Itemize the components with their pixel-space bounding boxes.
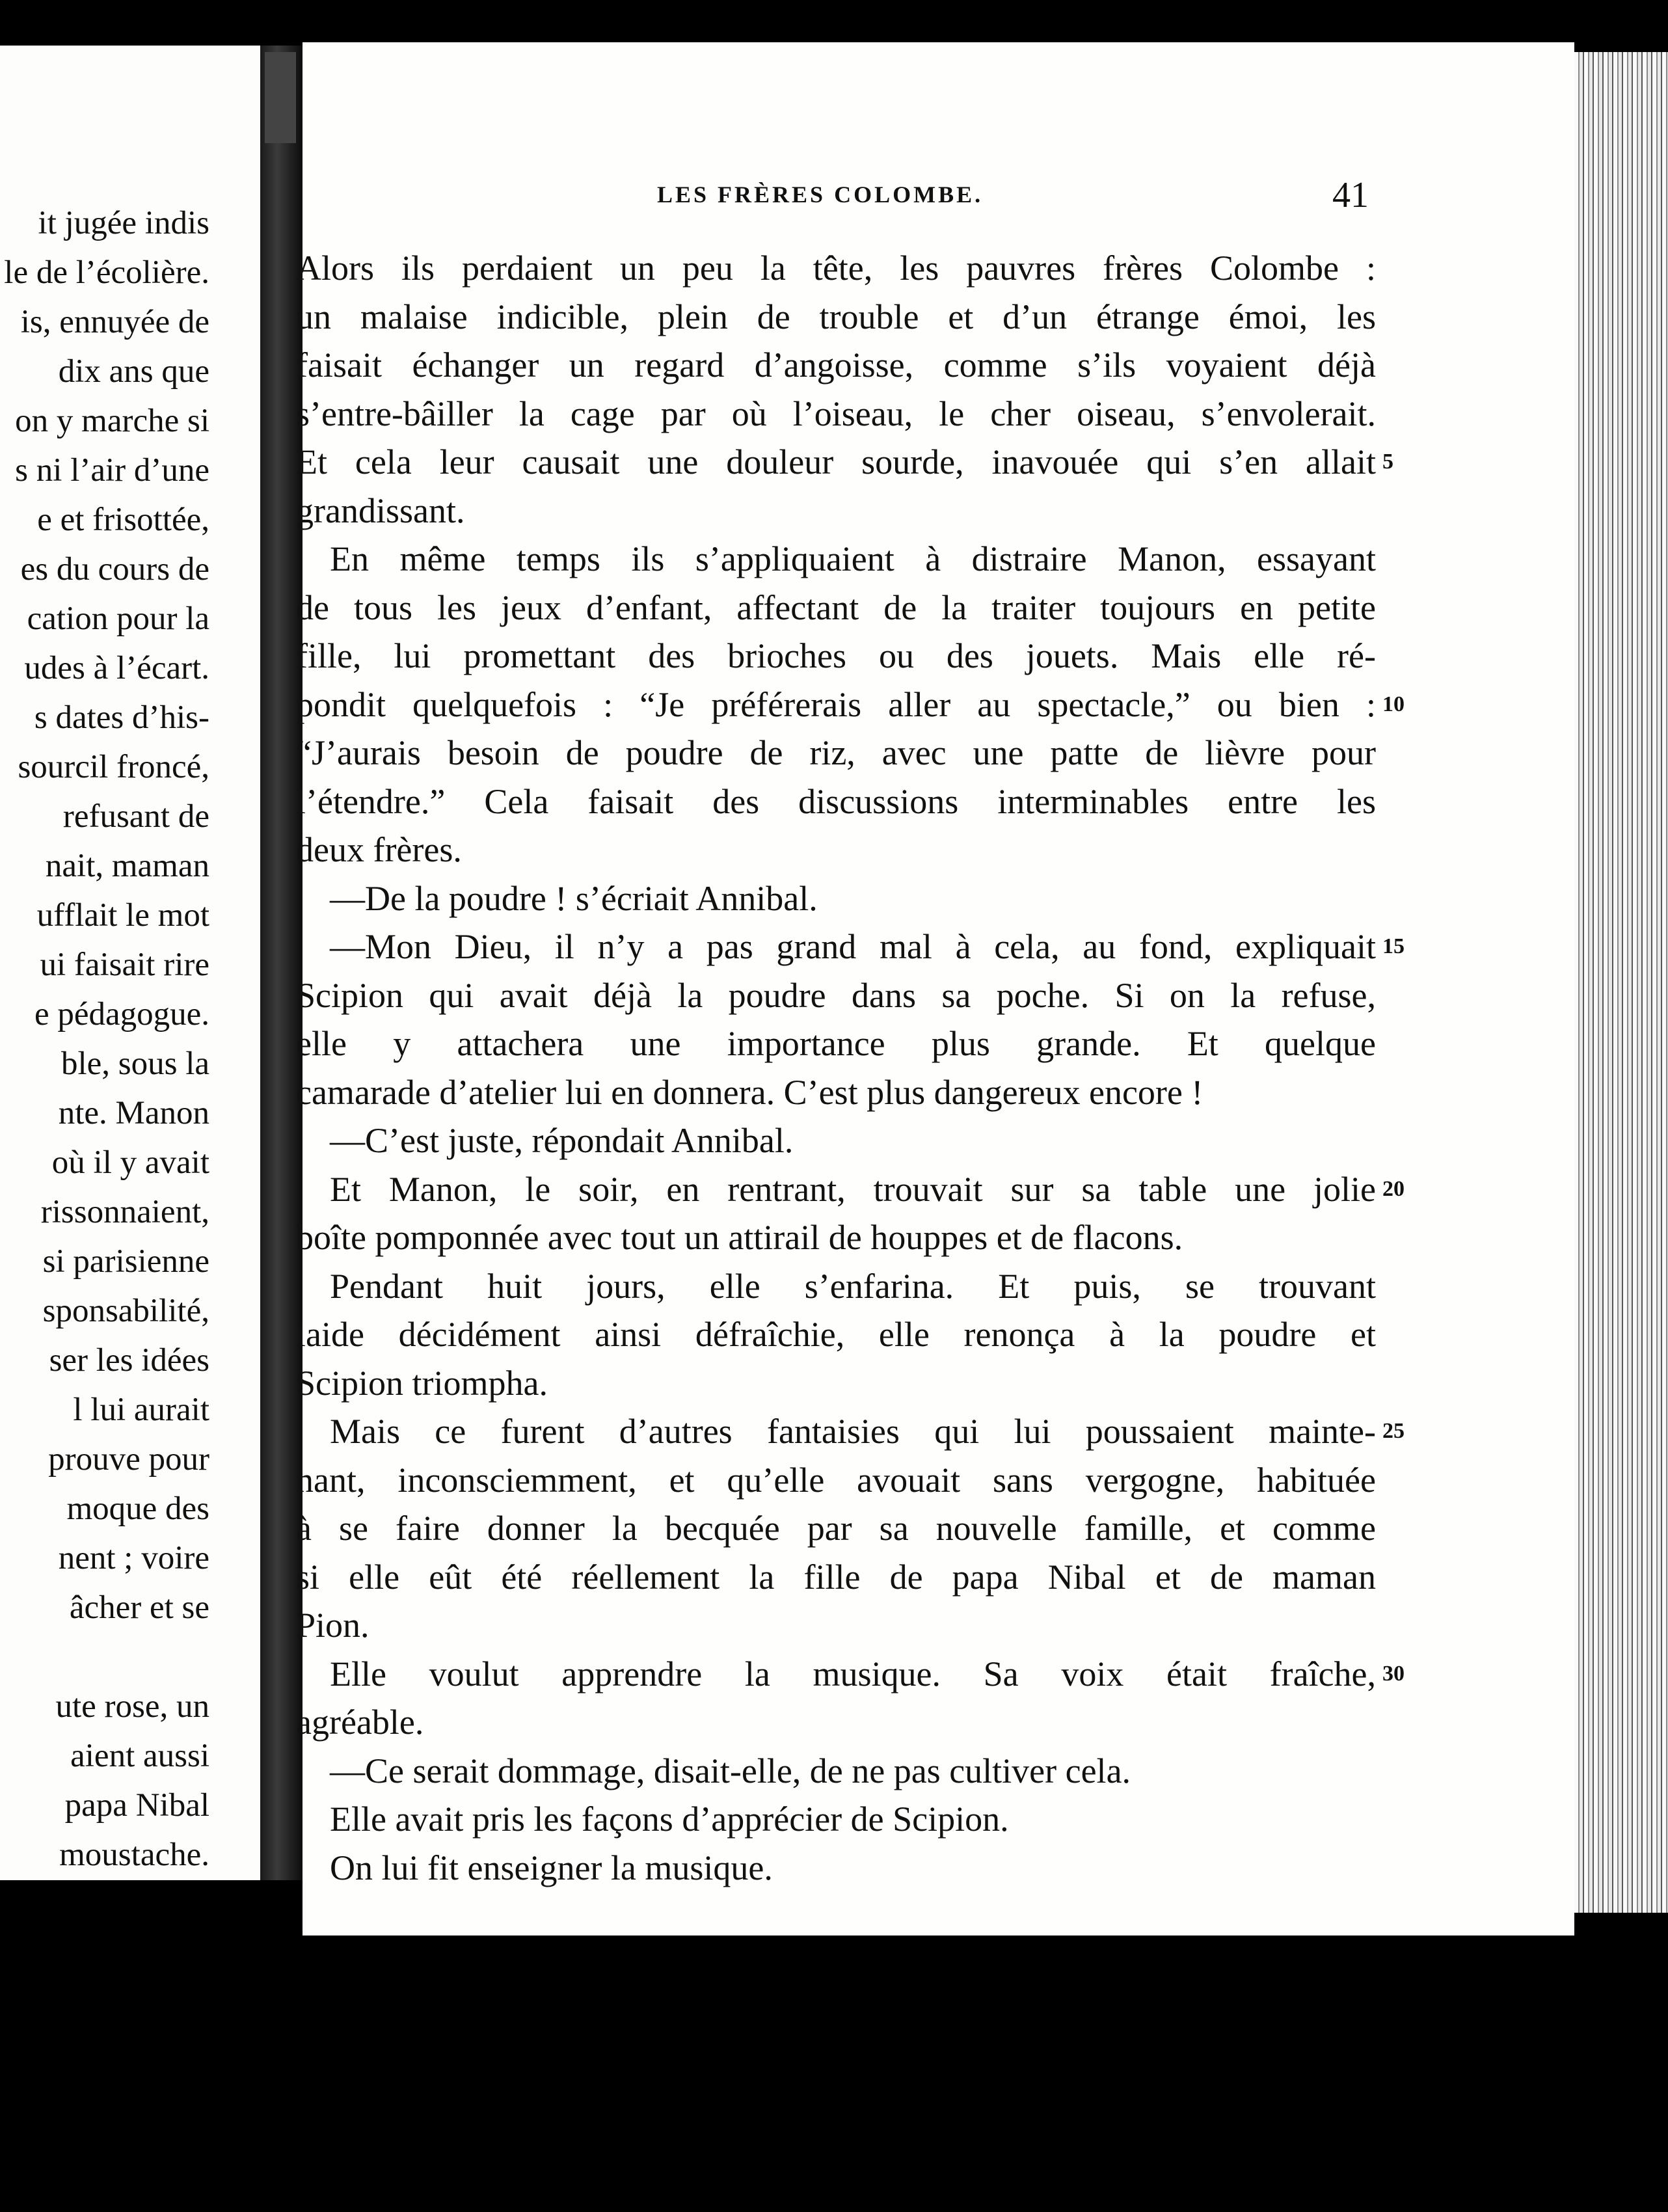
left-page-line: nte. Manon <box>58 1095 209 1131</box>
left-page-line: ser les idées <box>49 1342 209 1379</box>
text-line <box>296 1601 1376 1650</box>
line-text: —Mon Dieu, il n’y a pas grand mal à cela, au fond, expliquait <box>330 927 1376 966</box>
line-text: s’entre-bâiller la cage par où l’oiseau, le cher oiseau, s’envolerait. <box>296 394 1376 433</box>
left-page-line: it jugée indis <box>38 205 209 241</box>
left-page-line: sponsabilité, <box>42 1293 209 1329</box>
text-line <box>296 1553 1376 1602</box>
left-page-line: es du cours de <box>20 551 209 587</box>
text-line <box>296 1068 1376 1117</box>
left-page-line: rissonnaient, <box>40 1194 209 1230</box>
line-number: 30 <box>1382 1661 1405 1686</box>
text-line <box>296 584 1376 632</box>
line-text: Scipion qui avait déjà la poudre dans sa poche. Si on la refuse, <box>296 975 1376 1015</box>
line-text: Mais ce furent d’autres fantaisies qui lui poussaient mainte- <box>330 1412 1376 1451</box>
line-text: grandissant. <box>296 491 465 530</box>
left-page-line: ui faisait rire <box>40 947 209 983</box>
line-number: 20 <box>1382 1176 1405 1201</box>
line-text: Pion. <box>296 1606 370 1645</box>
left-page-line: cation pour la <box>27 600 209 637</box>
text-line <box>296 390 1376 438</box>
gutter-shadow <box>265 52 296 143</box>
text-line <box>296 1310 1376 1359</box>
line-text: un malaise indicible, plein de trouble et d’un étrange émoi, les <box>296 297 1376 336</box>
left-page-line: aient aussi <box>70 1738 209 1774</box>
text-line <box>296 826 1376 874</box>
left-page-line: udes à l’écart. <box>24 650 209 686</box>
left-page-line: prouve pour <box>48 1441 209 1477</box>
text-line <box>296 1456 1376 1505</box>
left-page-line: l lui aurait <box>73 1392 209 1428</box>
page-number: 41 <box>1332 175 1369 215</box>
line-text: “J’aurais besoin de poudre de riz, avec une patte de lièvre pour <box>296 733 1376 772</box>
left-page-line: si parisienne <box>42 1243 209 1280</box>
left-page-line: moustache. <box>59 1837 209 1873</box>
left-page-line: is, ennuyée de <box>20 304 209 340</box>
left-page-line: le de l’écolière. <box>4 254 209 291</box>
running-head: LES FRÈRES COLOMBE. <box>657 182 984 208</box>
left-page-line: nent ; voire <box>58 1540 209 1576</box>
line-text: fille, lui promettant des brioches ou des jouets. Mais elle ré- <box>296 636 1376 675</box>
text-line <box>296 1116 1376 1165</box>
line-number: 25 <box>1382 1419 1405 1443</box>
text-line <box>296 1844 1376 1893</box>
text-line <box>296 681 1405 729</box>
text-line <box>296 971 1376 1020</box>
text-line <box>296 923 1405 971</box>
line-text: On lui fit enseigner la musique. <box>330 1848 773 1887</box>
left-page-line: où il y avait <box>51 1144 209 1181</box>
line-text: Scipion triompha. <box>296 1363 548 1403</box>
text-line <box>296 1504 1376 1553</box>
left-page-line: nait, maman <box>45 848 209 884</box>
left-page-line: e pédagogue. <box>34 996 209 1032</box>
left-page-line: moque des <box>66 1490 209 1527</box>
text-line <box>296 535 1376 584</box>
line-text: agréable. <box>296 1703 424 1742</box>
page-edges <box>1574 52 1668 1913</box>
line-number: 15 <box>1382 934 1405 958</box>
line-text: Elle voulut apprendre la musique. Sa voix était fraîche, <box>330 1654 1376 1693</box>
line-text: nant, inconsciemment, et qu’elle avouait sans vergogne, habituée <box>296 1460 1376 1500</box>
left-page-line: papa Nibal <box>64 1787 209 1824</box>
body-text <box>296 244 1405 1892</box>
line-text: de tous les jeux d’enfant, affectant de la traiter toujours en petite <box>296 587 1376 627</box>
line-text: —Ce serait dommage, disait-elle, de ne pas cultiver cela. <box>330 1751 1131 1790</box>
line-number: 5 <box>1382 450 1393 474</box>
left-page-line: ute rose, un <box>55 1688 209 1725</box>
text-line <box>296 1262 1376 1311</box>
left-page-line: s dates d’his- <box>34 699 209 736</box>
text-line <box>296 293 1376 342</box>
text-line <box>296 874 1376 923</box>
left-page-line: âcher et se <box>69 1589 209 1626</box>
text-line <box>296 1019 1376 1068</box>
text-line <box>296 632 1376 681</box>
text-line <box>296 729 1376 777</box>
left-page-line: refusant de <box>62 798 209 835</box>
line-text: à se faire donner la becquée par sa nouvelle famille, et comme <box>296 1509 1376 1548</box>
text-line <box>296 438 1393 487</box>
line-text: boîte pomponnée avec tout un attirail de houppes et de flacons. <box>296 1218 1183 1257</box>
text-line <box>296 1698 1376 1747</box>
text-line <box>296 1650 1405 1699</box>
left-page-line: ufflait le mot <box>36 897 209 934</box>
text-line <box>296 341 1376 390</box>
line-number: 10 <box>1382 692 1405 716</box>
line-text: Elle avait pris les façons d’apprécier de Scipion. <box>330 1800 1009 1839</box>
line-text: Alors ils perdaient un peu la tête, les pauvres frères Colombe : <box>296 249 1376 288</box>
left-page-line: sourcil froncé, <box>18 749 209 785</box>
text-line <box>296 244 1376 293</box>
left-page-line: dix ans que <box>58 353 209 390</box>
line-text: deux frères. <box>296 830 462 869</box>
left-page-line: s ni l’air d’une <box>15 452 209 489</box>
line-text: pondit quelquefois : “Je préférerais aller au spectacle,” ou bien : <box>296 684 1376 724</box>
line-text: laide décidément ainsi défraîchie, elle renonça à la poudre et <box>296 1315 1376 1354</box>
line-text: —C’est juste, répondait Annibal. <box>330 1121 794 1160</box>
line-text: Et cela leur causait une douleur sourde, inavouée qui s’en allait <box>296 442 1376 481</box>
line-text: elle y attachera une importance plus grande. Et quelque <box>296 1024 1376 1063</box>
text-line <box>296 1359 1376 1408</box>
text-line <box>296 1747 1376 1796</box>
left-page-fragment <box>0 46 260 1880</box>
line-text: En même temps ils s’appliquaient à distraire Manon, essayant <box>330 539 1376 578</box>
line-text: l’étendre.” Cela faisait des discussions interminables entre les <box>296 781 1376 821</box>
line-text: faisait échanger un regard d’angoisse, comme s’ils voyaient déjà <box>296 345 1376 384</box>
left-page-line: ble, sous la <box>61 1045 209 1082</box>
text-line <box>296 1165 1405 1214</box>
line-text: camarade d’atelier lui en donnera. C’est plus dangereux encore ! <box>296 1072 1204 1112</box>
line-text: —De la poudre ! s’écriait Annibal. <box>330 878 818 918</box>
line-text: si elle eût été réellement la fille de papa Nibal et de maman <box>296 1557 1376 1597</box>
text-line <box>296 777 1376 826</box>
text-line <box>296 1795 1376 1844</box>
text-line <box>296 1213 1376 1262</box>
line-text: Et Manon, le soir, en rentrant, trouvait sur sa table une jolie <box>330 1169 1376 1209</box>
text-line <box>296 487 1376 535</box>
text-line <box>296 1407 1405 1456</box>
line-text: Pendant huit jours, elle s’enfarina. Et puis, se trouvant <box>330 1266 1376 1306</box>
left-page-line: on y marche si <box>15 403 209 439</box>
left-page-line: e et frisottée, <box>37 502 209 538</box>
